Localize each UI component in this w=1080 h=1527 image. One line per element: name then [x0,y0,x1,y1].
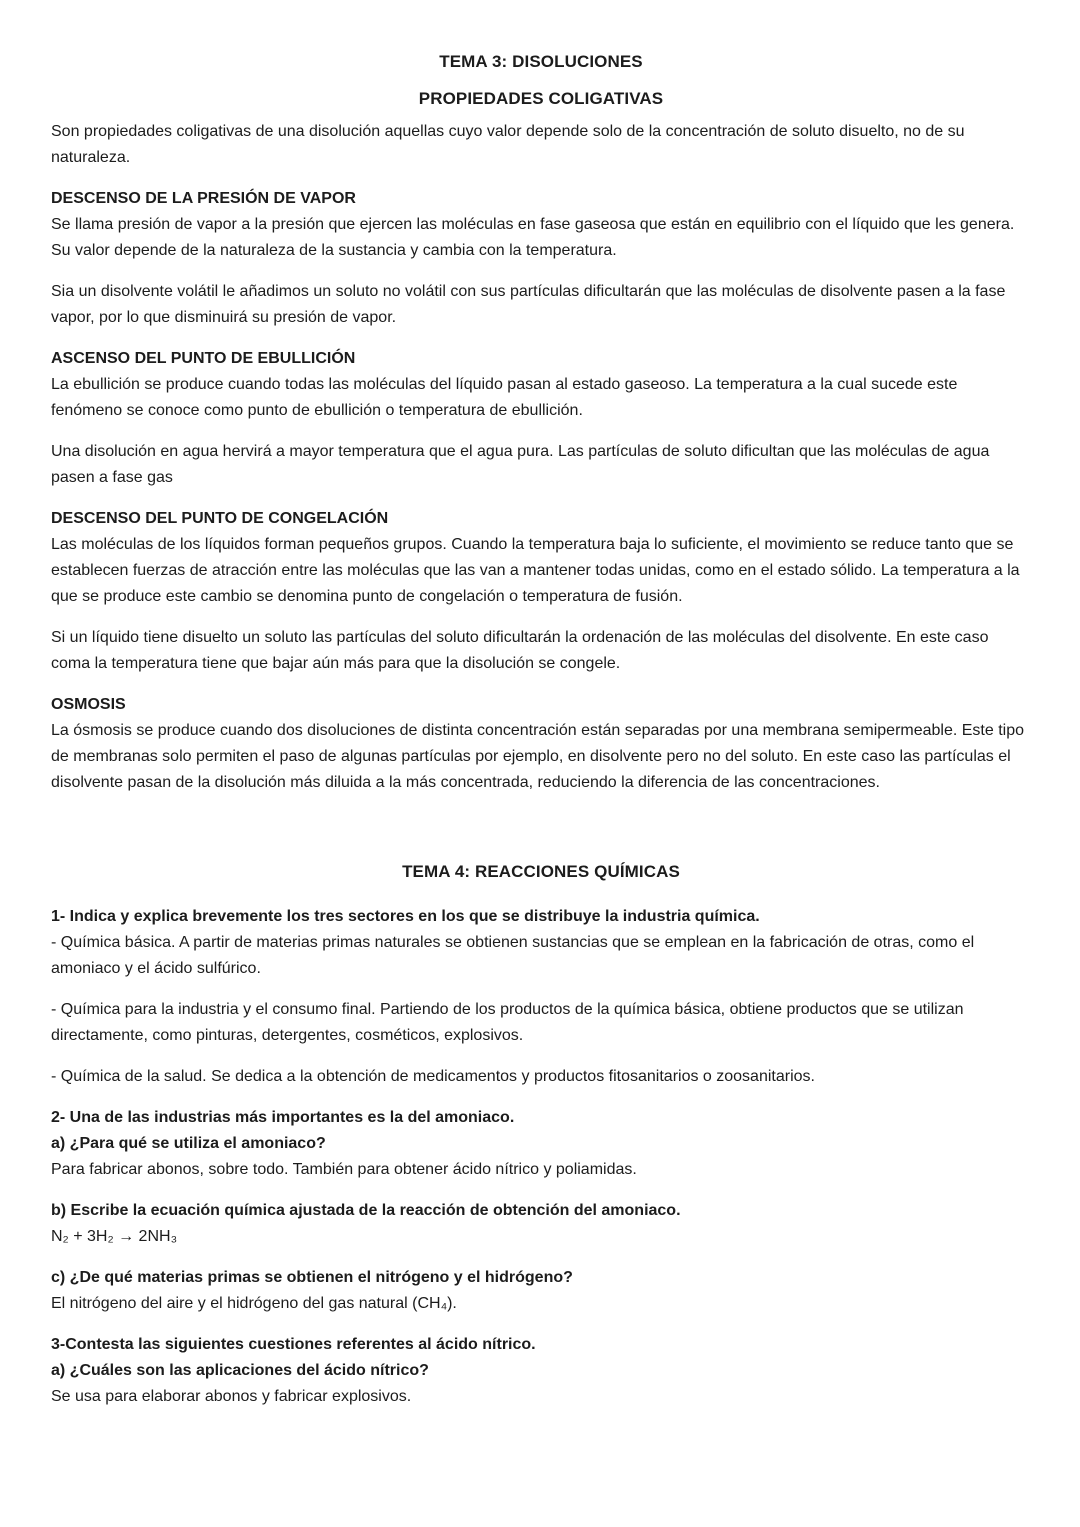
tema3-title: TEMA 3: DISOLUCIONES [439,52,643,71]
congelacion-paragraph-2: Si un líquido tiene disuelto un soluto las partículas del soluto dificultarán la ordenación de las moléculas del disolvente. En este caso coma la temperatura tiene que bajar aún más para que la disolución se congele. [51,629,989,672]
question-2a-label: a) ¿Para qué se utiliza el amoniaco? [51,1135,326,1152]
osmosis-heading: OSMOSIS [51,696,126,713]
coligativas-intro: Son propiedades coligativas de una disolución aquellas cuyo valor depende solo de la concentración de soluto disuelto, no de su naturaleza. [51,123,965,166]
ebullicion-heading: ASCENSO DEL PUNTO DE EBULLICIÓN [51,350,356,367]
congelacion-heading: DESCENSO DEL PUNTO DE CONGELACIÓN [51,510,389,527]
section-presion-vapor [51,186,1031,264]
question-3-text: 3-Contesta las siguientes cuestiones referentes al ácido nítrico. [51,1336,536,1353]
question-2b [51,1198,1031,1250]
question-2-text: 2- Una de las industrias más importantes es la del amoniaco. [51,1109,515,1126]
ebullicion-paragraph-2: Una disolución en agua hervirá a mayor temperatura que el agua pura. Las partículas de soluto dificultan que las moléculas de agua pasen a fase gas [51,443,990,486]
question-1-answer-2: - Química para la industria y el consumo final. Partiendo de los productos de la química básica, obtiene productos que se utilizan directamente, como pinturas, detergentes, cosméticos, explosivos. [51,1001,964,1044]
question-2c-answer: El nitrógeno del aire y el hidrógeno del gas natural (CH₄). [51,1295,457,1312]
section-osmosis [51,692,1031,796]
presion-paragraph-1: Se llama presión de vapor a la presión que ejercen las moléculas en fase gaseosa que están en equilibrio con el líquido que les genera. Su valor depende de la naturaleza de la sustancia y cambia con la temperatura. [51,216,1015,259]
question-2a [51,1105,1031,1183]
section-congelacion [51,506,1031,610]
congelacion-paragraph-1: Las moléculas de los líquidos forman pequeños grupos. Cuando la temperatura baja lo suficiente, el movimiento se reduce tanto que se establecen fuerzas de atracción entre las moléculas que las van a mantener todas unidas, como en el estado sólido. La temperatura a la que se produce este cambio se denomina punto de congelación o temperatura de fusión. [51,536,1020,605]
question-3a-answer: Se usa para elaborar abonos y fabricar explosivos. [51,1388,412,1405]
question-2c-label: c) ¿De qué materias primas se obtienen el nitrógeno y el hidrógeno? [51,1269,573,1286]
presion-paragraph-2: Sia un disolvente volátil le añadimos un soluto no volátil con sus partículas dificultarán que las moléculas de disolvente pasen a la fase vapor, por lo que disminuirá su presión de vapor. [51,283,1006,326]
presion-heading: DESCENSO DE LA PRESIÓN DE VAPOR [51,190,356,207]
section-ebullicion [51,346,1031,424]
tema4-title: TEMA 4: REACCIONES QUÍMICAS [402,862,680,881]
osmosis-paragraph-1: La ósmosis se produce cuando dos disoluciones de distinta concentración están separadas por una membrana semipermeable. Este tipo de membranas solo permiten el paso de algunas partículas por ejemplo, en disolvente pero no del soluto. En este caso las partículas el disolvente pasan de la disolución más diluida a la más concentrada, reduciendo la diferencia de las concentraciones. [51,722,1025,791]
question-2c [51,1265,1031,1317]
question-1-text: 1- Indica y explica brevemente los tres sectores en los que se distribuye la industria química. [51,908,760,925]
ebullicion-paragraph-1: La ebullición se produce cuando todas las moléculas del líquido pasan al estado gaseoso. La temperatura a la cual sucede este fenómeno se conoce como punto de ebullición o temperatura de ebullición. [51,376,958,419]
question-2b-label: b) Escribe la ecuación química ajustada de la reacción de obtención del amoniaco. [51,1202,681,1219]
question-3 [51,1332,1031,1410]
question-1-answer-1: - Química básica. A partir de materias primas naturales se obtienen sustancias que se emplean en la fabricación de otras, como el amoniaco y el ácido sulfúrico. [51,934,975,977]
question-2b-answer-equation: N₂ + 3H₂ → 2NH₃ [51,1228,178,1245]
question-3a-label: a) ¿Cuáles son las aplicaciones del ácido nítrico? [51,1362,429,1379]
coligativas-subtitle: PROPIEDADES COLIGATIVAS [418,89,664,108]
question-1-answer-3: - Química de la salud. Se dedica a la obtención de medicamentos y productos fitosanitarios o zoosanitarios. [51,1068,815,1085]
question-1 [51,904,1031,982]
question-2a-answer: Para fabricar abonos, sobre todo. También para obtener ácido nítrico y poliamidas. [51,1161,637,1178]
